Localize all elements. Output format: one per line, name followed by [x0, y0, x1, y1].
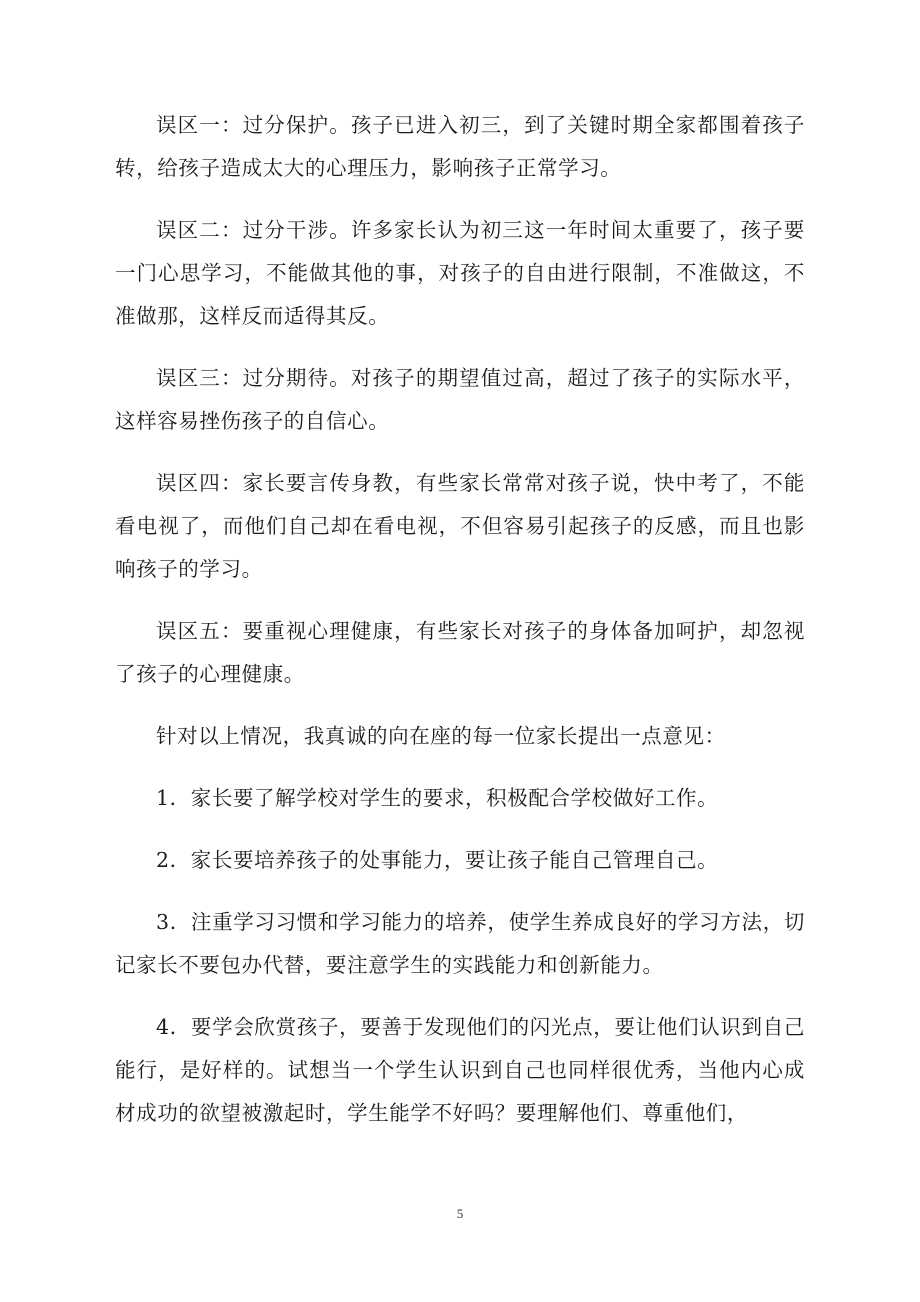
- paragraph-suggestions-intro: 针对以上情况，我真诚的向在座的每一位家长提出一点意见：: [156, 724, 726, 748]
- page-number: 5: [456, 1206, 464, 1221]
- paragraph-suggestion-2: 2．家长要培养孩子的处事能力，要让孩子能自己管理自己。: [156, 848, 719, 872]
- paragraph-misconception-4: 误区四：家长要言传身教，有些家长常常对孩子说，快中考了，不能看电视了，而他们自己却在看电视，不但容易引起孩子的反感，而且也影响孩子的学习。: [115, 471, 805, 581]
- paragraph-suggestion-4: 4．要学会欣赏孩子，要善于发现他们的闪光点，要让他们认识到自己能行，是好样的。试想当一个学生认识到自己也同样很优秀，当他内心成材成功的欲望被激起时，学生能学不好吗？要理解他们、尊重他们，: [115, 1015, 805, 1125]
- paragraph-misconception-2: 误区二：过分干涉。许多家长认为初三这一年时间太重要了，孩子要一门心思学习，不能做其他的事，对孩子的自由进行限制，不准做这，不准做那，这样反而适得其反。: [115, 218, 805, 328]
- paragraph-misconception-1: 误区一：过分保护。孩子已进入初三，到了关键时期全家都围着孩子转，给孩子造成太大的心理压力，影响孩子正常学习。: [115, 113, 805, 180]
- paragraph-misconception-3: 误区三：过分期待。对孩子的期望值过高，超过了孩子的实际水平，这样容易挫伤孩子的自信心。: [115, 366, 805, 433]
- document-body: [115, 104, 805, 1154]
- paragraph-misconception-5: 误区五：要重视心理健康，有些家长对孩子的身体备加呵护，却忽视了孩子的心理健康。: [115, 619, 805, 686]
- paragraph-suggestion-1: 1．家长要了解学校对学生的要求，积极配合学校做好工作。: [156, 786, 719, 810]
- paragraph-suggestion-3: 3．注重学习习惯和学习能力的培养，使学生养成良好的学习方法，切记家长不要包办代替，要注意学生的实践能力和创新能力。: [115, 910, 805, 977]
